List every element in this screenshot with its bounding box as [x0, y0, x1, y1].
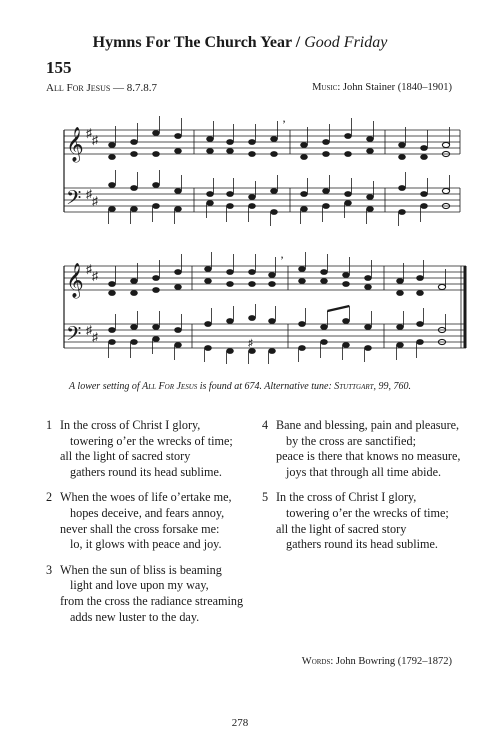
footnote-tune-name: All For Jesus	[142, 381, 198, 392]
hymn-number: 155	[46, 58, 72, 77]
stanza-line: all the light of sacred story	[276, 521, 407, 536]
stanza-line: peace is there that knows no measure,	[276, 449, 461, 464]
stanza-line: towering o’er the wrecks of time;	[286, 505, 449, 520]
stanza-number: 4	[262, 418, 269, 432]
svg-text:’: ’	[280, 253, 284, 267]
bass-clef-icon-2: 𝄢	[66, 322, 82, 350]
stanza-3	[46, 563, 243, 625]
stanza-line: gathers round its head sublime.	[70, 464, 222, 479]
page-header	[0, 34, 480, 52]
words-author: John Bowring (1792–1872)	[333, 656, 452, 667]
notes-system-1	[109, 116, 450, 226]
footnote-alt-tune: Stuttgart	[334, 381, 374, 392]
header-title: Hymns For The Church Year /	[92, 34, 305, 51]
words-label: Words:	[301, 656, 334, 667]
stanza-line: hopes deceive, and fears annoy,	[70, 505, 225, 520]
stanza-line: lo, it glows with peace and joy.	[70, 537, 222, 552]
stanzas-left-column	[46, 418, 243, 635]
music-label: Music:	[312, 82, 341, 93]
stanza-line: In the cross of Christ I glory,	[276, 490, 417, 505]
music-composer: John Stainer (1840–1901)	[340, 82, 452, 93]
svg-text:♯: ♯	[248, 338, 253, 349]
stanza-2	[46, 490, 243, 552]
svg-text:’: ’	[282, 117, 286, 131]
header-subtitle: Good Friday	[304, 34, 388, 51]
stanza-line: light and love upon my way,	[70, 578, 209, 593]
footnote-text-1: A lower setting of	[68, 381, 143, 392]
key-signature-bass: ♯	[86, 187, 92, 201]
stanza-line: When the sun of bliss is beaming	[60, 562, 222, 577]
stanza-line: all the light of sacred story	[60, 449, 191, 464]
notes-system-2	[109, 252, 446, 364]
bass-clef-icon: 𝄢	[66, 186, 82, 214]
treble-clef-icon: 𝄞	[66, 127, 84, 162]
svg-text:♯: ♯	[86, 323, 92, 337]
page-number: 278	[231, 717, 249, 729]
tune-name: All For Jesus — 8.7.8.7	[46, 82, 158, 94]
words-credit	[302, 656, 452, 667]
footnote	[0, 381, 480, 392]
music-system-2	[0, 248, 480, 370]
stanza-number: 2	[46, 490, 53, 505]
svg-text:♯: ♯	[92, 269, 98, 283]
stanza-number: 5	[262, 490, 269, 505]
stanza-line: Bane and blessing, pain and pleasure,	[276, 418, 460, 432]
svg-text:♯: ♯	[92, 330, 98, 344]
stanza-line: gathers round its head sublime.	[286, 537, 438, 552]
footnote-text-2: is found at 674. Alternative tune:	[197, 381, 335, 392]
stanza-number: 3	[46, 562, 53, 577]
svg-text:♯: ♯	[92, 194, 98, 208]
key-signature-treble: ♯	[86, 126, 92, 140]
stanza-line: In the cross of Christ I glory,	[60, 418, 201, 432]
treble-clef-icon-2: 𝄞	[66, 263, 84, 298]
stanza-line: joys that through all time abide.	[286, 464, 442, 479]
stanza-line: from the cross the radiance streaming	[60, 593, 244, 608]
music-credit	[312, 82, 452, 93]
stanza-line: adds new luster to the day.	[70, 609, 200, 624]
stanza-number: 1	[46, 418, 53, 432]
footnote-text-3: , 99, 760.	[373, 381, 412, 392]
stanza-4	[262, 418, 460, 480]
stanzas-right-column	[262, 418, 460, 563]
stanza-line: by the cross are sanctified;	[286, 433, 416, 448]
music-system-1	[0, 112, 480, 232]
stanza-5	[262, 490, 460, 552]
stanza-line: never shall the cross forsake me:	[60, 521, 220, 536]
stanza-line: When the woes of life o’ertake me,	[60, 490, 232, 505]
svg-text:♯: ♯	[86, 262, 92, 276]
svg-text:♯: ♯	[92, 133, 98, 147]
stanza-1	[46, 418, 243, 480]
stanza-line: towering o’er the wrecks of time;	[70, 433, 233, 448]
